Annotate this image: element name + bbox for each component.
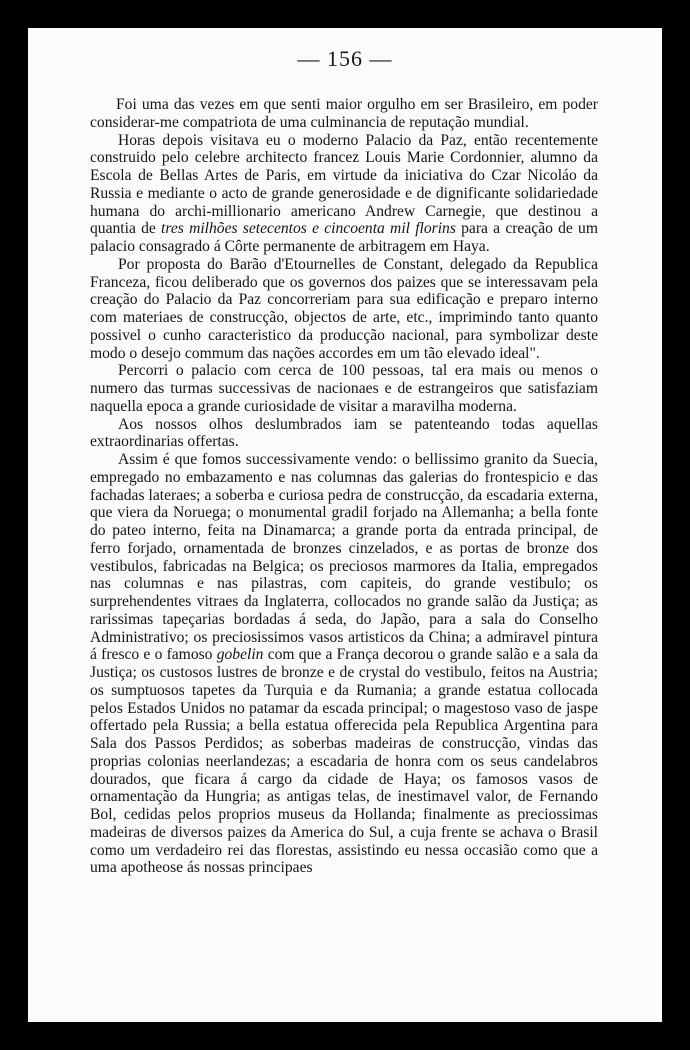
paragraph-6-italic-gobelin: gobelin <box>216 646 264 664</box>
paragraph-2 <box>90 132 598 256</box>
document-page <box>28 28 662 1022</box>
paragraph-6 <box>90 451 598 877</box>
paragraph-3: Por proposta do Barão d'Etournelles de Constant, delegado da Republica Franceza, ficou deliberado que os governos dos paizes que se interessavam pela creação do Palacio da Paz concorreriam para sua edificação e preparo interno com materiaes de construcção, objectos de arte, etc., imprimindo tanto quanto possivel o cunho caracteristico da producção nacional, para symbolizar deste modo o desejo commum das nações accordes em um tão elevado ideal". <box>90 255 598 362</box>
paragraph-2-text-after: para a creação de um palacio consagrado á Côrte permanente de arbitragem em Haya. <box>90 220 598 255</box>
body-text <box>90 96 598 877</box>
paragraph-2-text-before: Horas depois visitava eu o moderno Palacio da Paz, então recentemente construido pelo celebre architecto francez Louis Marie Cordonnier, alumno da Escola de Bellas Artes de Paris, em virtude da iniciativa do Czar Nicoláo da Russia e mediante o acto de grande generosidade e de dignificante solidariedade humana do archi-millionario americano Andrew Carnegie, que destinou a quantia de <box>90 131 598 238</box>
paragraph-5: Aos nossos olhos deslumbrados iam se patenteando todas aquellas extraordinarias offertas. <box>90 415 598 451</box>
paragraph-2-italic-amount: tres milhões setecentos e cincoenta mil florins <box>161 220 456 238</box>
paragraph-4: Percorri o palacio com cerca de 100 pessoas, tal era mais ou menos o numero das turmas successivas de nacionaes e de estrangeiros que satisfaziam naquella epoca a grande curiosidade de visitar a maravilha moderna. <box>90 362 598 415</box>
paragraph-6-text-before: Assim é que fomos successivamente vendo: o bellissimo granito da Suecia, empregado no embazamento e nas columnas das galerias do frontespicio e das fachadas lateraes; a soberba e curiosa pedra de construcção, da escadaria externa, que viera da Noruega; o monumental gradil forjado na Allemanha; a bella fonte do pateo interno, feita na Dinamarca; a grande porta da entrada principal, de ferro forjado, ornamentada de bronzes cinzelados, e as portas de bronze dos vestibulos, fabricadas na Belgica; os preciosos marmores da Italia, empregados nas columnas e nas pilastras, com capiteis, do grande vestibulo; os surprehendentes vitraes da Inglaterra, collocados no grande salão da Justiça; as rarissimas tapeçarias bordadas á seda, do Japão, para a sala do Conselho Administrativo; os preciosissimos vasos artisticos da China; a admiravel pintura á fresco e o famoso <box>90 451 598 664</box>
paragraph-6-text-after: com que a França decorou o grande salão e a sala da Justiça; os custosos lustres de bronze e de crystal do vestibulo, feitos na Austria; os sumptuosos tapetes da Turquia e da Rumania; a grande estatua collocada pelos Estados Unidos no patamar da escada principal; o magestoso vaso de jaspe offertado pela Russia; a bella estatua offerecida pela Republica Argentina para Sala dos Passos Perdidos; as soberbas madeiras de construcção, vindas das proprias colonias neerlandezas; a escadaria de honra com os seus candelabros dourados, que ficara á cargo da cidade de Haya; os famosos vasos de ornamentação da Hungria; as antigas telas, de inestimavel valor, de Fernando Bol, cedidas pelos proprios museus da Hollanda; finalmente as preciossimas madeiras de diversos paizes da America do Sul, a cuja frente se achava o Brasil como um verdadeiro rei das florestas, assistindo eu nessa occasião como que a uma apotheose ás nossas principaes <box>90 646 599 877</box>
paragraph-1: Foi uma das vezes em que senti maior orgulho em ser Brasileiro, em poder considerar-me compatriota de uma culminancia de reputação mundial. <box>90 96 598 131</box>
page-number: — 156 — <box>297 46 393 71</box>
